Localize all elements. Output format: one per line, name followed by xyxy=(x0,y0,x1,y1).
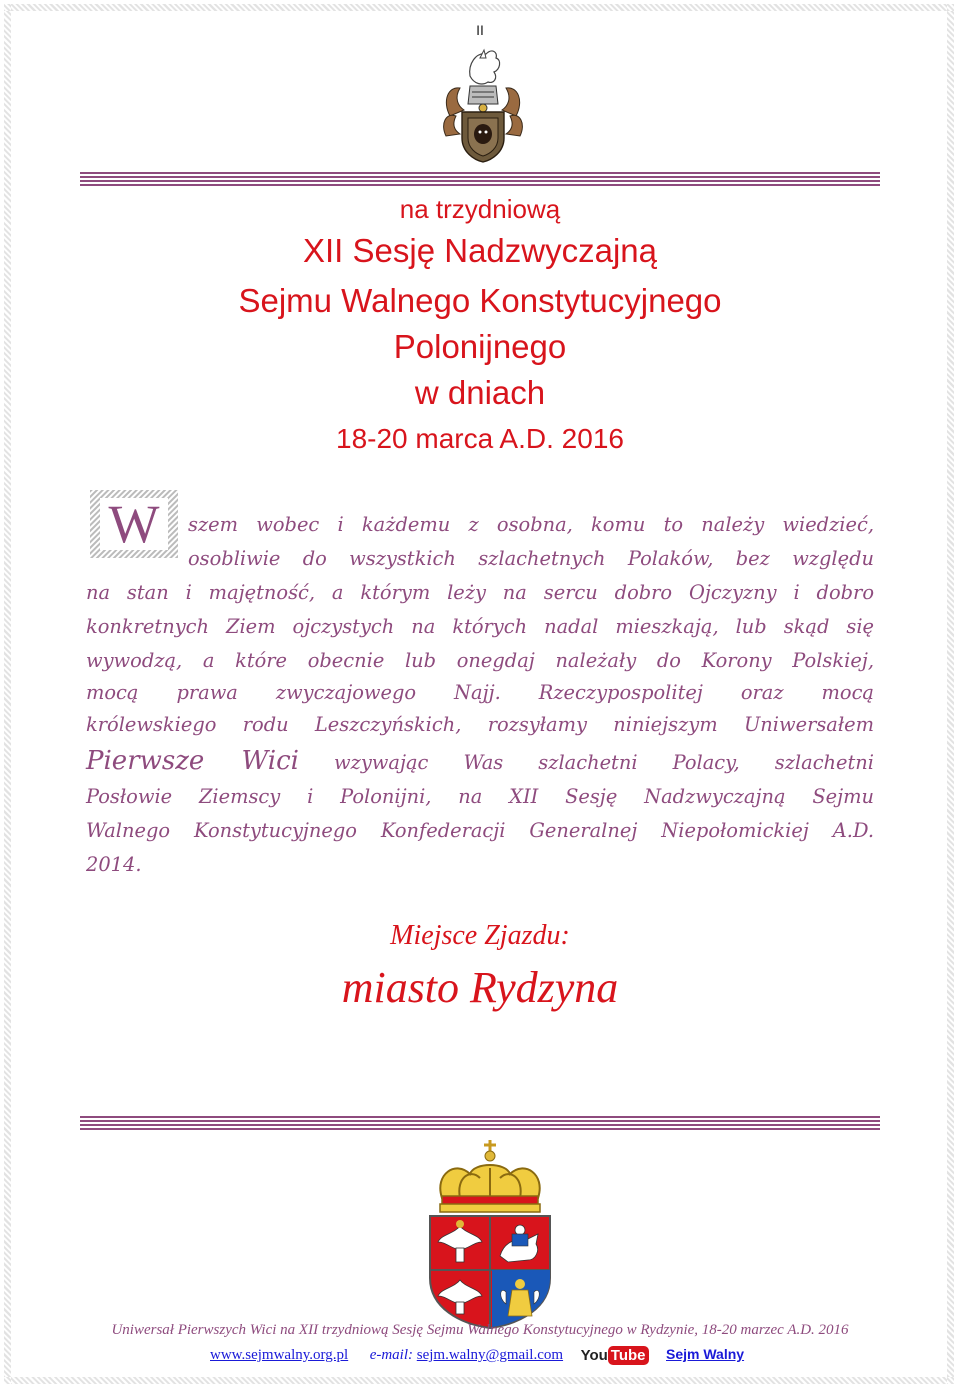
invitation-line-2: XII Sesję Nadzwyczajną xyxy=(303,232,657,269)
venue-label: Miejsce Zjazdu: xyxy=(390,920,570,951)
youtube-tube-text: Tube xyxy=(608,1346,649,1365)
crest-wolf xyxy=(470,50,500,84)
invitation-line-6: 18-20 marca A.D. 2016 xyxy=(336,423,624,454)
body-line-1: szem wobec i każdemu z osobna, komu to należy wiedzieć, xyxy=(188,513,874,536)
body-line-7: królewskiego rodu Leszczyńskich, rozsyłamy niniejszym Uniwersałem xyxy=(86,713,874,736)
coat-of-arms-bottom xyxy=(420,1138,560,1330)
body-line-8-rest: wzywając Was szlachetni Polacy, szlachetni xyxy=(298,751,874,774)
decorative-stripe-bottom xyxy=(80,1116,880,1132)
coat-of-arms-top xyxy=(440,46,526,164)
website-link[interactable]: www.sejmwalny.org.pl xyxy=(210,1347,349,1363)
invitation-line-3: Sejmu Walnego Konstytucyjnego xyxy=(238,282,722,319)
body-line-8 xyxy=(86,744,874,780)
body-line-2: osobliwie do wszystkich szlachetnych Polaków, bez względu xyxy=(188,547,874,570)
royal-crown-icon xyxy=(440,1140,540,1212)
youtube-channel-link[interactable]: Sejm Walny xyxy=(666,1346,745,1362)
email-label: e-mail: xyxy=(369,1347,414,1363)
body-line-5: wywodzą, a które obecnie lub onegdaj należały do Korony Polskiej, xyxy=(86,649,874,672)
invitation-line-5: w dniach xyxy=(414,374,546,411)
footer-links xyxy=(210,1346,770,1374)
email-link[interactable]: sejm.walny@gmail.com xyxy=(416,1347,564,1363)
body-line-3: na stan i majętność, a którym leży na sercu dobro Ojczyzny i dobro xyxy=(86,581,874,604)
decorative-stripe-top xyxy=(80,172,880,188)
pierwsze-wici-text: Pierwsze Wici xyxy=(86,746,299,776)
body-line-6: mocą prawa zwyczajowego Najj. Rzeczypospolitej oraz mocą xyxy=(86,681,874,704)
heraldic-shield xyxy=(430,1216,550,1328)
body-line-4: konkretnych Ziem ojczystych na których nadal mieszkają, lub skąd się xyxy=(86,615,874,638)
body-line-9: Posłowie Ziemscy i Polonijni, na XII Sesję Nadzwyczajną Sejmu xyxy=(86,785,874,808)
crest-helmet xyxy=(468,86,498,112)
drop-cap-letter: W xyxy=(108,494,160,554)
youtube-you-text: You xyxy=(580,1346,608,1364)
body-line-10: Walnego Konstytucyjnego Konfederacji Generalnej Niepołomickiej A.D. xyxy=(86,819,874,842)
invitation-line-1: na trzydniową xyxy=(399,194,561,224)
invitation-line-4: Polonijnego xyxy=(393,328,567,365)
footer-caption: Uniwersał Pierwszych Wici na XII trzydniową Sesję Sejmu Walnego Konstytucyjnego w Rydzynie, 18-20 marzec A.D. 2016 xyxy=(111,1322,849,1338)
page-number: II xyxy=(476,22,484,38)
venue-city: miasto Rydzyna xyxy=(341,963,619,1012)
drop-cap xyxy=(90,490,178,558)
crest-shield xyxy=(462,112,504,162)
youtube-logo-icon[interactable] xyxy=(581,1347,649,1365)
body-line-11: 2014. xyxy=(86,853,142,876)
